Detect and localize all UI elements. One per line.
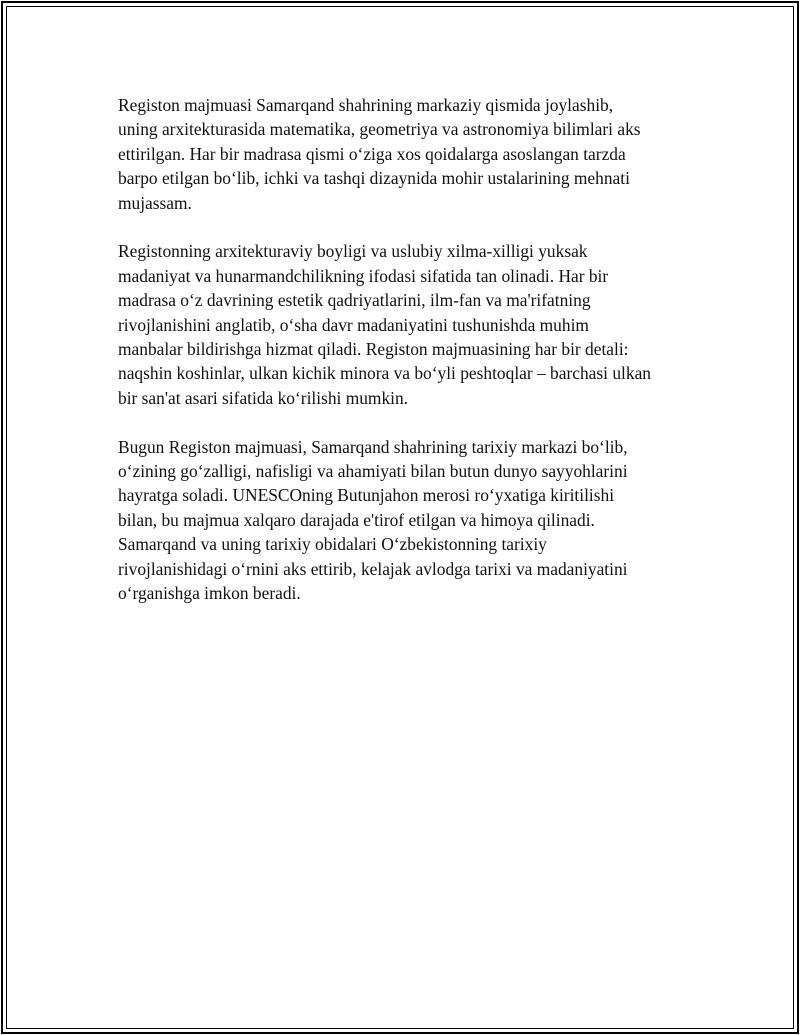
- text-line: rivojlanishini anglatib, o‘sha davr madaniyatini tushunishda muhim: [118, 314, 589, 335]
- text-line: manbalar bildirishga hizmat qiladi. Registon majmuasining har bir detali:: [118, 339, 629, 360]
- text-line: o‘zining go‘zalligi, nafisligi va ahamiyati bilan butun dunyo sayyohlarini: [118, 461, 628, 482]
- text-line: mujassam.: [118, 192, 192, 213]
- paragraph-3: [118, 435, 688, 606]
- text-line: barpo etilgan bo‘lib, ichki va tashqi dizaynida mohir ustalarining mehnati: [118, 168, 630, 189]
- text-line: hayratga soladi. UNESCOning Butunjahon merosi ro‘yxatiga kiritilishi: [118, 485, 615, 506]
- text-line: o‘rganishga imkon beradi.: [118, 583, 301, 604]
- paragraph-2: [118, 239, 688, 410]
- text-line: madrasa o‘z davrining estetik qadriyatlarini, ilm-fan va ma'rifatning: [118, 290, 591, 311]
- text-line: Registon majmuasi Samarqand shahrining markaziy qismida joylashib,: [118, 95, 614, 115]
- text-line: uning arxitekturasida matematika, geometriya va astronomiya bilimlari aks: [118, 119, 641, 140]
- text-line: rivojlanishidagi o‘rnini aks ettirib, kelajak avlodga tarixi va madaniyatini: [118, 558, 628, 579]
- paragraph-1: [118, 93, 688, 215]
- text-line: Samarqand va uning tarixiy obidalari O‘zbekistonning tarixiy: [118, 534, 547, 555]
- document-body: [118, 93, 688, 630]
- text-line: Bugun Registon majmuasi, Samarqand shahrining tarixiy markazi bo‘lib,: [118, 436, 628, 457]
- text-line: naqshin koshinlar, ulkan kichik minora va bo‘yli peshtoqlar – barchasi ulkan: [118, 363, 651, 384]
- text-line: ettirilgan. Har bir madrasa qismi o‘ziga xos qoidalarga asoslangan tarzda: [118, 143, 626, 164]
- text-line: bilan, bu majmua xalqaro darajada e'tirof etilgan va himoya qilinadi.: [118, 509, 595, 530]
- text-line: madaniyat va hunarmandchilikning ifodasi sifatida tan olinadi. Har bir: [118, 265, 609, 286]
- text-line: Registonning arxitekturaviy boyligi va uslubiy xilma-xilligi yuksak: [118, 241, 588, 262]
- text-line: bir san'at asari sifatida ko‘rilishi mumkin.: [118, 387, 409, 408]
